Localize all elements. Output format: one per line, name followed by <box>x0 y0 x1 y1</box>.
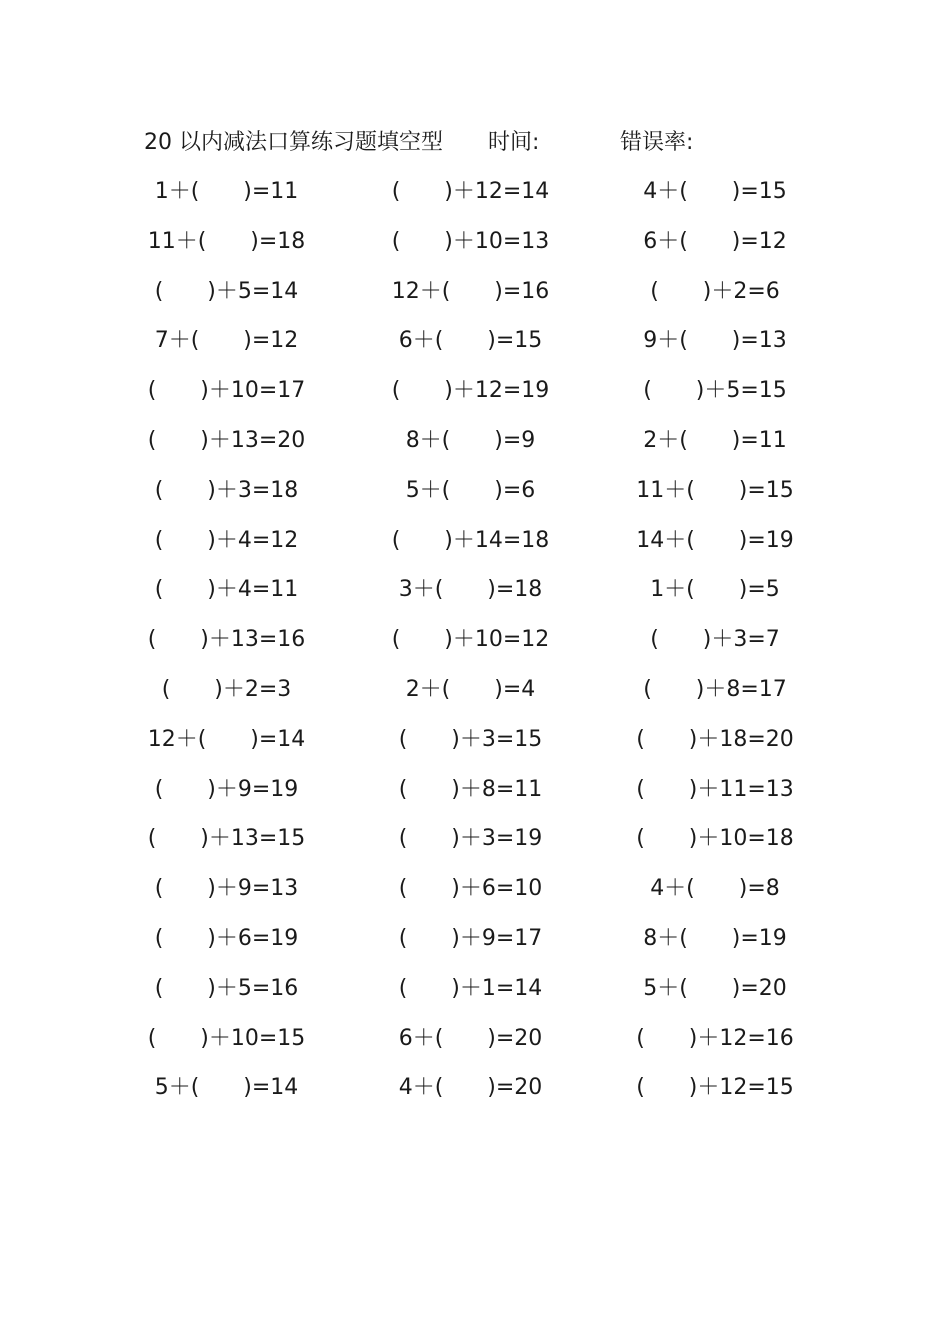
problem-row <box>0 871 950 921</box>
problem-item: 1＋( )=5 <box>650 577 780 603</box>
problem-item: 1＋( )=11 <box>154 179 299 204</box>
problem-item: ( )＋8=17 <box>643 676 787 702</box>
problem-item: ( )＋9=17 <box>398 925 543 951</box>
problem-row <box>0 423 950 473</box>
problem-row <box>0 373 950 423</box>
problem-item: 14＋( )=19 <box>636 527 794 553</box>
problem-row <box>0 572 950 622</box>
problem-row <box>0 921 950 971</box>
problem-grid <box>0 174 950 1120</box>
problem-row <box>0 224 950 274</box>
problem-item: ( )＋10=12 <box>391 627 550 653</box>
problem-item: 3＋( )=18 <box>398 577 543 603</box>
problem-item: ( )＋14=18 <box>391 527 550 553</box>
problem-item: 2＋( )=11 <box>643 427 787 453</box>
problem-row <box>0 274 950 324</box>
problem-item: ( )＋3=7 <box>650 627 780 653</box>
problem-item: 7＋( )=12 <box>154 328 299 354</box>
problem-item: ( )＋1=14 <box>398 975 543 1001</box>
problem-row <box>0 622 950 672</box>
problem-item: 6＋( )=20 <box>398 1025 543 1051</box>
problem-row <box>0 821 950 871</box>
problem-row <box>0 174 950 224</box>
problem-item: 12＋( )=16 <box>391 278 550 304</box>
problem-row <box>0 473 950 523</box>
problem-item: 4＋( )=15 <box>643 179 787 204</box>
worksheet-header <box>144 127 824 159</box>
problem-item: ( )＋4=12 <box>154 527 299 553</box>
problem-item: ( )＋9=19 <box>154 776 299 802</box>
time-label: 时间: <box>488 130 540 155</box>
problem-row <box>0 772 950 822</box>
problem-item: ( )＋13=15 <box>147 826 306 852</box>
problem-item: 6＋( )=15 <box>398 328 543 354</box>
problem-item: ( )＋10=15 <box>147 1025 306 1051</box>
problem-item: 4＋( )=8 <box>650 876 780 902</box>
problem-item: 4＋( )=20 <box>398 1075 543 1101</box>
problem-item: ( )＋3=18 <box>154 477 299 503</box>
problem-item: ( )＋5=16 <box>154 975 299 1001</box>
problem-item: ( )＋3=15 <box>398 726 543 752</box>
problem-item: ( )＋13=20 <box>147 427 306 453</box>
problem-item: ( )＋10=17 <box>147 378 306 404</box>
problem-item: ( )＋10=18 <box>636 826 794 852</box>
problem-item: ( )＋12=16 <box>636 1025 794 1051</box>
problem-item: ( )＋18=20 <box>636 726 794 752</box>
problem-item: 6＋( )=12 <box>643 228 787 254</box>
problem-item: 12＋( )=14 <box>147 726 306 752</box>
problem-item: 5＋( )=6 <box>405 477 536 503</box>
problem-item: ( )＋2=6 <box>650 278 780 304</box>
problem-item: 11＋( )=15 <box>636 477 794 503</box>
problem-item: ( )＋2=3 <box>161 676 292 702</box>
problem-item: ( )＋8=11 <box>398 776 543 802</box>
problem-row <box>0 523 950 573</box>
problem-item: ( )＋12=19 <box>391 378 550 404</box>
error-rate-label: 错误率: <box>620 130 694 155</box>
problem-item: ( )＋13=16 <box>147 627 306 653</box>
problem-item: 5＋( )=20 <box>643 975 787 1001</box>
problem-item: 11＋( )=18 <box>147 228 306 254</box>
problem-item: 9＋( )=13 <box>643 328 787 354</box>
problem-item: ( )＋3=19 <box>398 826 543 852</box>
problem-row <box>0 1070 950 1120</box>
worksheet-title: 20 以内减法口算练习题填空型 <box>144 130 443 155</box>
problem-item: 8＋( )=9 <box>405 427 536 453</box>
problem-item: ( )＋5=14 <box>154 278 299 304</box>
problem-item: 5＋( )=14 <box>154 1075 299 1101</box>
problem-row <box>0 323 950 373</box>
problem-item: ( )＋11=13 <box>636 776 794 802</box>
problem-item: 8＋( )=19 <box>643 925 787 951</box>
problem-item: ( )＋9=13 <box>154 876 299 902</box>
problem-row <box>0 1021 950 1071</box>
problem-item: ( )＋4=11 <box>154 577 299 603</box>
problem-item: ( )＋12=15 <box>636 1075 794 1101</box>
problem-row <box>0 722 950 772</box>
problem-row <box>0 672 950 722</box>
problem-item: ( )＋10=13 <box>391 228 550 254</box>
problem-row <box>0 971 950 1021</box>
problem-item: 2＋( )=4 <box>405 676 536 702</box>
problem-item: ( )＋6=10 <box>398 876 543 902</box>
problem-item: ( )＋12=14 <box>391 179 550 204</box>
problem-item: ( )＋6=19 <box>154 925 299 951</box>
problem-item: ( )＋5=15 <box>643 378 787 404</box>
